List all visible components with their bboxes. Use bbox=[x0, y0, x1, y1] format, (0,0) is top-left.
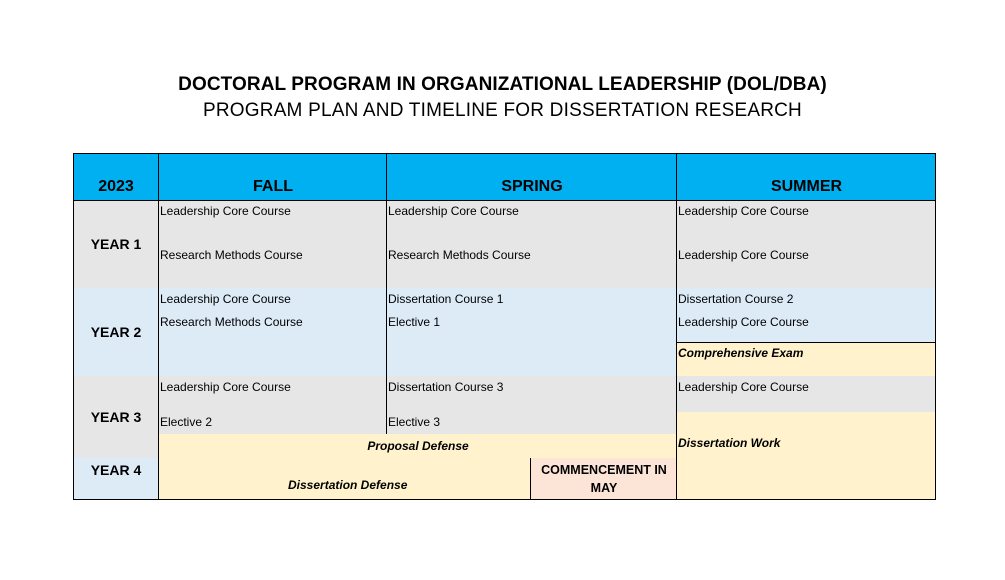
year3-fall-course-2: Elective 2 bbox=[160, 415, 213, 429]
dissertation-work-cell bbox=[677, 412, 936, 500]
year2-fall-course-2: Research Methods Course bbox=[160, 315, 303, 329]
year3-summer-cell bbox=[677, 376, 936, 412]
year2-spring-course-1: Dissertation Course 1 bbox=[388, 292, 504, 306]
year2-summer-course-2: Leadership Core Course bbox=[678, 315, 809, 329]
year4-label-cell bbox=[73, 458, 159, 500]
year2-summer-course-1: Dissertation Course 2 bbox=[678, 292, 794, 306]
header-spring-cell bbox=[387, 153, 677, 200]
fall-spring-divider bbox=[386, 153, 387, 434]
year3-spring-course-1: Dissertation Course 3 bbox=[388, 380, 504, 394]
year1-label: YEAR 1 bbox=[90, 236, 142, 252]
page-title: DOCTORAL PROGRAM IN ORGANIZATIONAL LEADERSHIP (DOL/DBA) bbox=[178, 74, 827, 95]
header-fall-cell bbox=[159, 153, 387, 200]
year3-row bbox=[159, 376, 677, 434]
defense-commencement-divider bbox=[530, 458, 531, 500]
table-border-right bbox=[935, 153, 936, 500]
dissertation-defense-cell bbox=[159, 458, 531, 500]
table-border-bottom bbox=[73, 499, 936, 500]
table-border-top bbox=[73, 153, 936, 154]
year1-fall-course-2: Research Methods Course bbox=[160, 248, 303, 262]
year1-spring-course-2: Research Methods Course bbox=[388, 248, 531, 262]
program-timeline-table bbox=[73, 153, 936, 500]
year1-row bbox=[159, 200, 936, 288]
year3-fall-course-1: Leadership Core Course bbox=[160, 380, 291, 394]
proposal-defense-label: Proposal Defense bbox=[367, 439, 469, 453]
year3-summer-course-1: Leadership Core Course bbox=[678, 380, 809, 394]
spring-summer-divider bbox=[676, 153, 677, 500]
header-year-cell bbox=[73, 153, 159, 200]
year3-label: YEAR 3 bbox=[90, 409, 142, 425]
table-border-left bbox=[73, 153, 74, 500]
page-subtitle: PROGRAM PLAN AND TIMELINE FOR DISSERTATION RESEARCH bbox=[203, 100, 802, 121]
year2-fall-course-1: Leadership Core Course bbox=[160, 292, 291, 306]
year2-spring-course-2: Elective 1 bbox=[388, 315, 441, 329]
year1-spring-course-1: Leadership Core Course bbox=[388, 204, 519, 218]
year2-summer-cell bbox=[677, 288, 936, 342]
header-fall-label: FALL bbox=[253, 178, 293, 195]
year2-label-cell bbox=[73, 288, 159, 376]
year1-summer-course-2: Leadership Core Course bbox=[678, 248, 809, 262]
comprehensive-exam-label: Comprehensive Exam bbox=[678, 346, 804, 360]
dissertation-work-label: Dissertation Work bbox=[678, 436, 781, 450]
header-divider bbox=[73, 200, 936, 201]
comprehensive-exam-cell bbox=[677, 342, 936, 376]
year1-summer-course-1: Leadership Core Course bbox=[678, 204, 809, 218]
commencement-cell bbox=[531, 458, 677, 500]
header-spring-label: SPRING bbox=[501, 178, 563, 195]
year3-label-cell bbox=[73, 376, 159, 458]
year1-label-cell bbox=[73, 200, 159, 288]
year-column-divider bbox=[158, 153, 159, 500]
header-summer-cell bbox=[677, 153, 936, 200]
header-year-label: 2023 bbox=[98, 178, 134, 195]
dissertation-defense-label: Dissertation Defense bbox=[288, 478, 408, 492]
commencement-label: COMMENCEMENT IN MAY bbox=[541, 463, 667, 495]
year4-label: YEAR 4 bbox=[90, 462, 142, 478]
header-summer-label: SUMMER bbox=[770, 178, 843, 195]
year1-fall-course-1: Leadership Core Course bbox=[160, 204, 291, 218]
proposal-defense-cell bbox=[159, 434, 677, 458]
year2-label: YEAR 2 bbox=[90, 324, 142, 340]
year2-row bbox=[159, 288, 677, 376]
year3-spring-course-2: Elective 3 bbox=[388, 415, 441, 429]
exam-divider bbox=[677, 342, 936, 343]
